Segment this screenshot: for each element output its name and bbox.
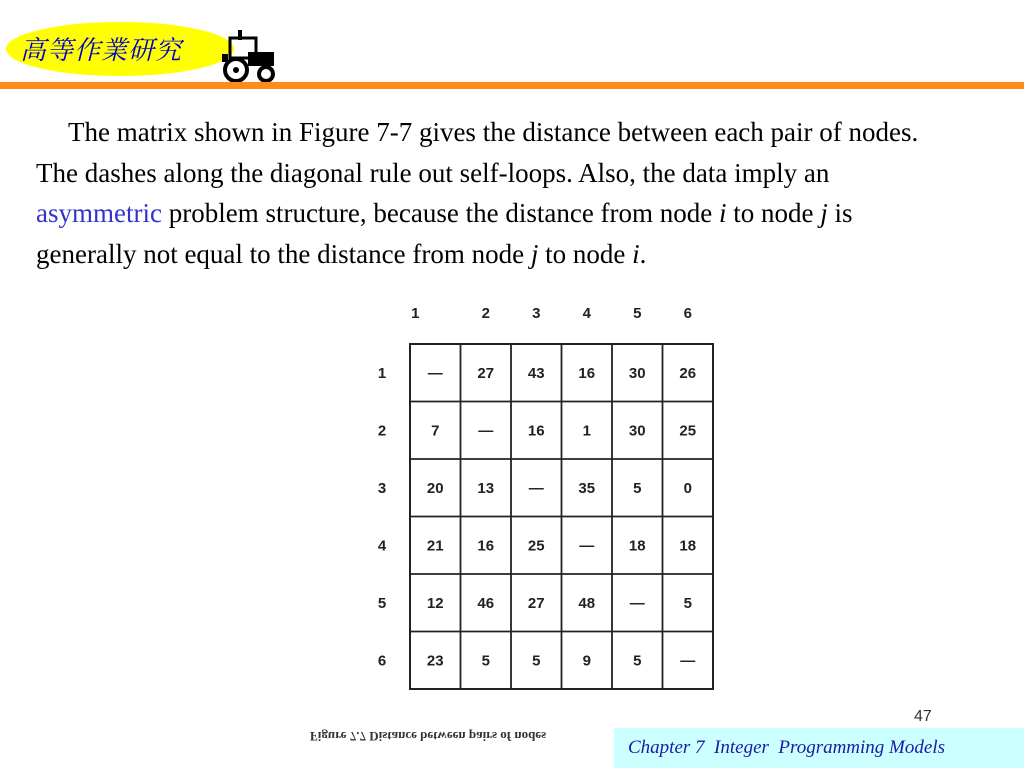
text-run: is generally not equal to the distance from node — [36, 198, 853, 269]
matrix-cell: 30 — [628, 422, 646, 440]
row-header: 2 — [377, 422, 387, 440]
variable-i: i — [719, 198, 727, 228]
matrix-cell: — — [579, 537, 595, 555]
chapter-footer: Chapter 7 Integer Programming Models — [628, 737, 945, 758]
text-run: The matrix shown in Figure 7-7 gives the distance between each pair of nodes. The dashes along the diagonal rule out self-loops. Also, the data imply an — [36, 117, 919, 188]
figure-caption: Figure 7.7 Distance between pairs of nodes — [309, 729, 547, 744]
matrix-cell: 27 — [527, 594, 545, 612]
matrix-cell: 16 — [527, 422, 545, 440]
distance-matrix-figure — [309, 296, 740, 756]
column-header: 3 — [532, 305, 541, 322]
matrix-cell: — — [427, 364, 443, 382]
matrix-cell: 18 — [679, 537, 697, 555]
matrix-cell: 13 — [477, 479, 495, 497]
text-run: to node — [726, 198, 821, 228]
matrix-cell: 5 — [532, 652, 541, 670]
matrix-cell: 16 — [477, 537, 495, 555]
matrix-cell: 5 — [481, 652, 490, 670]
text-run: . — [639, 238, 647, 269]
matrix-cell: 23 — [426, 652, 444, 670]
variable-j: j — [820, 198, 828, 228]
distance-matrix — [309, 296, 740, 756]
matrix-cell: 12 — [426, 594, 444, 612]
header-divider — [0, 82, 1024, 89]
variable-j: j — [530, 238, 539, 269]
matrix-cell: 18 — [628, 537, 646, 555]
column-header: 4 — [582, 305, 591, 322]
matrix-cell: 7 — [431, 422, 440, 440]
row-header: 3 — [377, 479, 387, 497]
matrix-cell: — — [528, 479, 544, 497]
matrix-cell: 20 — [426, 479, 444, 497]
column-header: 1 — [411, 305, 420, 322]
matrix-cell: 5 — [633, 479, 642, 497]
row-header: 5 — [377, 594, 387, 612]
text-run: to node — [538, 238, 633, 269]
matrix-cell: 5 — [683, 594, 692, 612]
matrix-cell: 1 — [582, 422, 591, 440]
page-title: 高等作業研究 — [20, 36, 183, 66]
text-run: problem structure, because the distance from node — [161, 198, 720, 228]
row-header: 1 — [377, 364, 387, 382]
matrix-cell: 30 — [628, 364, 646, 382]
matrix-cell: 43 — [527, 364, 545, 382]
tractor-icon — [218, 26, 278, 86]
matrix-cell: 26 — [679, 364, 697, 382]
matrix-cell: 16 — [578, 364, 596, 382]
column-header: 5 — [633, 305, 642, 322]
column-header: 2 — [481, 305, 490, 322]
column-header: 6 — [683, 305, 692, 322]
matrix-cell: 27 — [477, 364, 495, 382]
matrix-cell: 25 — [679, 422, 697, 440]
matrix-cell: — — [478, 422, 494, 440]
matrix-cell: 35 — [578, 479, 596, 497]
matrix-cell: 0 — [683, 479, 692, 497]
row-header: 6 — [377, 652, 387, 670]
variable-i: i — [632, 238, 640, 269]
highlight-term: asymmetric — [36, 198, 162, 228]
matrix-cell: 48 — [578, 594, 596, 612]
matrix-cell: 9 — [582, 652, 591, 670]
matrix-cell: 21 — [426, 537, 444, 555]
matrix-cell: — — [680, 652, 696, 670]
matrix-cell: 46 — [477, 594, 495, 612]
matrix-cell: 25 — [527, 537, 545, 555]
page-number: 47 — [914, 708, 932, 725]
row-header: 4 — [377, 537, 387, 555]
matrix-cell: — — [629, 594, 645, 612]
body-paragraph — [36, 112, 956, 274]
matrix-cell: 5 — [633, 652, 642, 670]
